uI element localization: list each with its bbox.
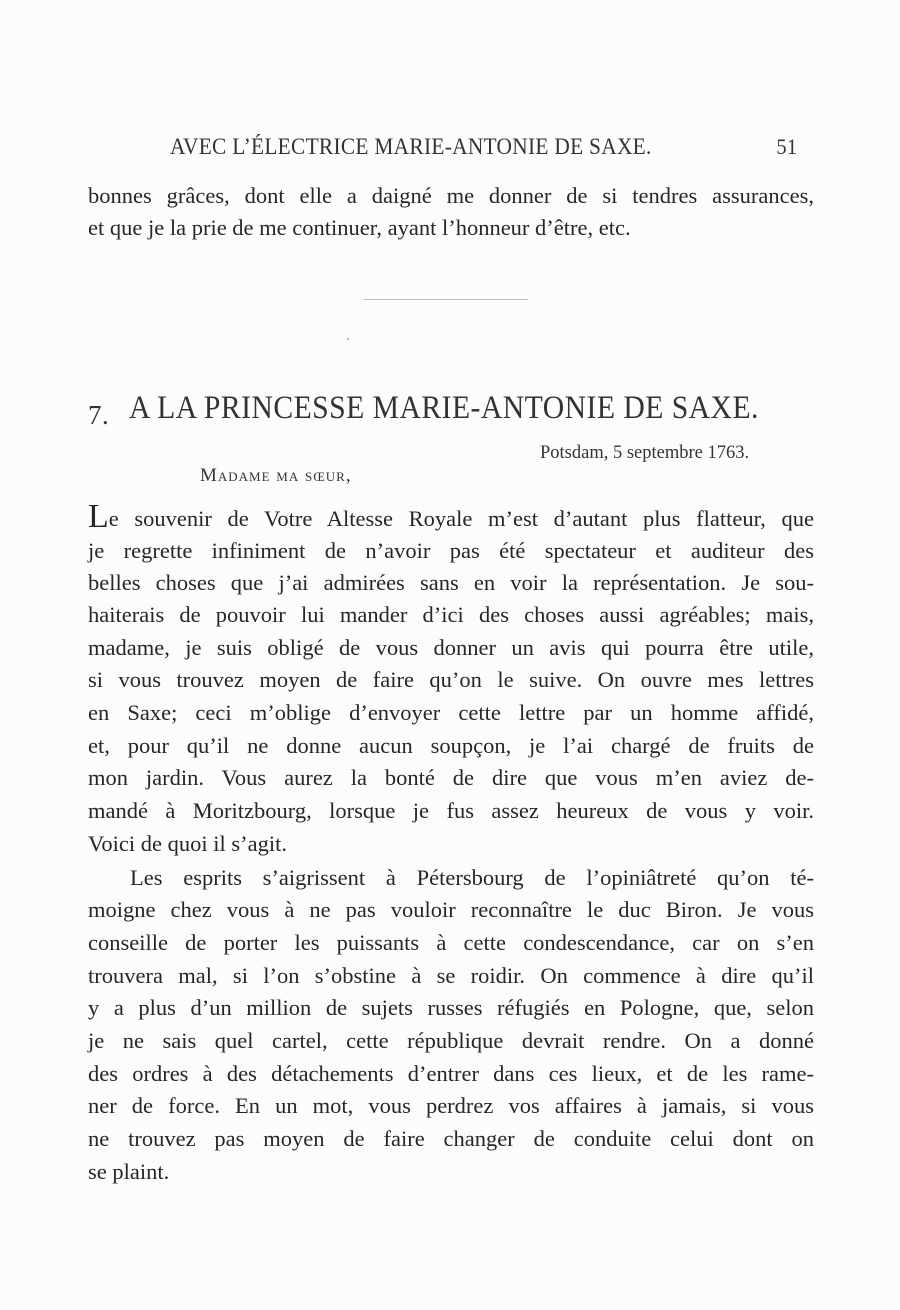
paragraph-line: moigne chez vous à ne pas vouloir reconnaître le duc Biron. Je vous [88,897,814,922]
running-head [170,134,798,160]
paragraph-line: et, pour qu’il ne donne aucun soupçon, je l’ai chargé de fruits de [88,733,814,758]
paragraph-line: je ne sais quel cartel, cette république devrait rendre. On a donné [88,1028,814,1053]
paragraph-line: se plaint. [88,1159,170,1184]
paragraph-line: madame, je suis obligé de vous donner un avis qui pourra être utile, [88,635,814,660]
paragraph-line: ner de force. En un mot, vous perdrez vos affaires à jamais, si vous [88,1093,814,1118]
letter-title: A LA PRINCESSE MARIE-ANTONIE DE SAXE. [129,390,760,426]
previous-letter-line: bonnes grâces, dont elle a daigné me donner de si tendres assurances, [88,183,814,208]
paragraph-line: si vous trouvez moyen de faire qu’on le suive. On ouvre mes lettres [88,667,814,692]
letter-number: 7. [88,400,110,430]
paragraph-line: mon jardin. Vous aurez la bonté de dire que vous m’en aviez de- [88,765,814,790]
paragraph-line: mandé à Moritzbourg, lorsque je fus assez heureux de vous y voir. [88,798,814,823]
drop-cap: L [88,498,109,535]
paragraph-line: Voici de quoi il s’agit. [88,831,287,856]
paragraph-line: conseille de porter les puissants à cette condescendance, car on s’en [88,930,814,955]
letter-heading [88,390,818,430]
section-divider [364,299,528,300]
paragraph-line: des ordres à des détachements d’entrer dans ces lieux, et de les rame- [88,1061,814,1086]
paragraph-line: belles choses que j’ai admirées sans en voir la représentation. Je sou- [88,570,814,595]
previous-letter-line: et que je la prie de me continuer, ayant l’honneur d’être, etc. [88,215,631,240]
running-head-title: AVEC L’ÉLECTRICE MARIE-ANTONIE DE SAXE. [170,134,652,159]
paragraph-line [88,498,814,535]
paragraph-line: je regrette infiniment de n’avoir pas été spectateur et auditeur des [88,538,814,563]
paragraph-line: Les esprits s’aigrissent à Pétersbourg de l’opiniâtreté qu’on té- [130,865,814,890]
paragraph-line: trouvera mal, si l’on s’obstine à se roidir. On commence à dire qu’il [88,963,814,988]
paragraph-line: ne trouvez pas moyen de faire changer de conduite celui dont on [88,1126,814,1151]
page-number: 51 [776,134,798,159]
scan-speck [347,338,349,340]
paragraph-line: haiterais de pouvoir lui mander d’ici des choses aussi agréables; mais, [88,602,814,627]
paragraph-line: y a plus d’un million de sujets russes réfugiés en Pologne, que, selon [88,995,814,1020]
letter-salutation: Madame ma sœur, [200,465,352,486]
paragraph-line-text: e souvenir de Votre Altesse Royale m’est d’autant plus flatteur, que [108,506,814,531]
paragraph-line: en Saxe; ceci m’oblige d’envoyer cette lettre par un homme affidé, [88,700,814,725]
letter-dateline: Potsdam, 5 septembre 1763. [540,443,750,463]
